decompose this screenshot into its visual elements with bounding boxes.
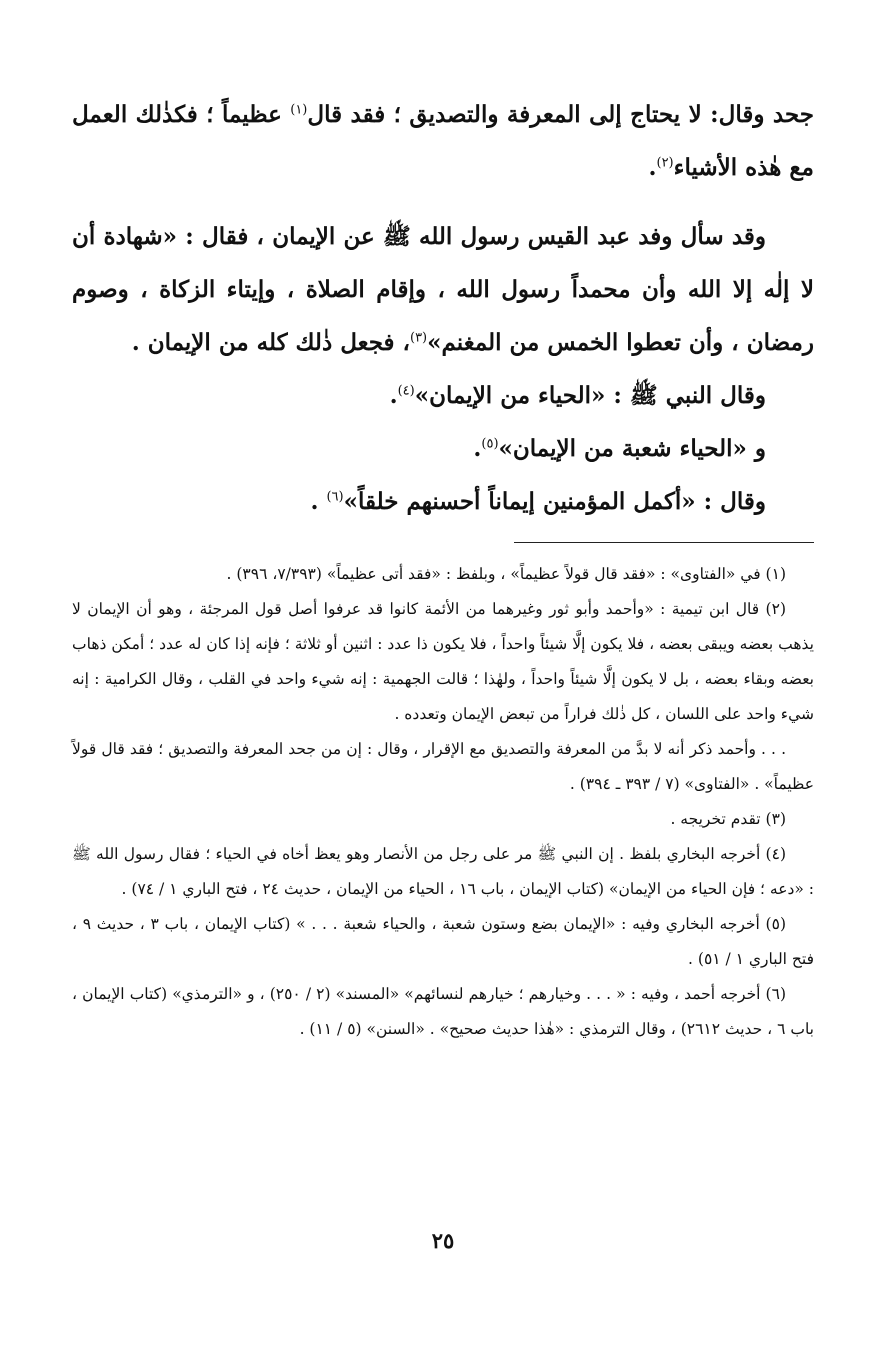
paragraph-4: و «الحياء شعبة من الإيمان»$^{(٥)}$.: [473, 435, 766, 462]
page-number: ٢٥: [431, 1228, 455, 1253]
footnotes: [72, 557, 814, 1047]
footnote-1: (١) في «الفتاوى» : «فقد قال قولاً عظيماً» ، وبلفظ : «فقد أتى عظيماً» (٧/٣٩٣، ٣٩٦) .: [226, 565, 786, 583]
footnote-ref-6[interactable]: (٦): [326, 489, 344, 505]
footnote-ref-2[interactable]: (٢): [656, 155, 674, 171]
footnote-2: (٢) قال ابن تيمية : «وأحمد وأبو ثور وغيرهما من الأئمة كانوا قد عرفوا أصل قول المرجئة ، وهو أن الإيمان لا يذهب بعضه ويبقى بعضه ، فلا يكون إلَّا شيئاً واحداً ، فلا يكون ذا عدد : اثنين أو ثلاثة ؛ فإنه إذا كان له عدد ؛ أمكن ذهاب بعضه وبقاء بعضه ، بل لا يكون إلَّا شيئاً واحداً ، ولهٰذا ؛ قالت الجهمية : إنه شيء واحد في القلب ، وقال الكرامية : إنه شيء واحد على اللسان ، كل ذٰلك فراراً من تبعض الإيمان وتعدده .: [72, 600, 814, 723]
footnote-ref-3[interactable]: (٣): [409, 330, 428, 346]
paragraph-2: وقد سأل وفد عبد القيس رسول الله ﷺ عن الإيمان ، فقال : «شهادة أن لا إلٰه إلا الله وأن محمداً رسول الله ، وإقام الصلاة ، وإيتاء الزكاة ، وصوم رمضان ، وأن تعطوا الخمس من المغنم»$^{(٣)}$، فجعل ذٰلك كله من الإيمان .: [72, 223, 814, 356]
paragraph-5: وقال : «أكمل المؤمنين إيماناً أحسنهم خلقاً»$^{(٦)}$ .: [310, 488, 766, 515]
footnote-3: (٣) تقدم تخريجه .: [670, 810, 786, 828]
footnote-6: (٦) أخرجه أحمد ، وفيه : « . . . وخيارهم ؛ خيارهم لنسائهم» «المسند» (٢ / ٢٥٠) ، و «الترمذي» (كتاب الإيمان ، باب ٦ ، حديث ٢٦١٢) ، وقال الترمذي : «هٰذا حديث صحيح» . «السنن» (٥ / ١١) .: [72, 985, 814, 1038]
main-text: [72, 88, 814, 528]
footnote-ref-4[interactable]: (٤): [397, 383, 415, 399]
paragraph-1: جحد وقال: لا يحتاج إلى المعرفة والتصديق ؛ فقد قال$^{(١)}$ عظيماً ؛ فكذٰلك العمل مع هٰذه الأشياء$^{(٢)}$.: [72, 101, 814, 181]
paragraph-3: وقال النبي ﷺ : «الحياء من الإيمان»$^{(٤)}$.: [389, 382, 766, 409]
footnote-divider: [514, 542, 814, 543]
footnote-2-continued: . . . وأحمد ذكر أنه لا بدَّ من المعرفة والتصديق مع الإقرار ، وقال : إن من جحد المعرفة والتصديق ؛ فقد قال قولاً عظيماً» . «الفتاوى» (٧ / ٣٩٣ ـ ٣٩٤) .: [72, 740, 814, 793]
footnote-4: (٤) أخرجه البخاري بلفظ . إن النبي ﷺ مر على رجل من الأنصار وهو يعظ أخاه في الحياء ؛ فقال رسول الله ﷺ : «دعه ؛ فإن الحياء من الإيمان» (كتاب الإيمان ، باب ١٦ ، الحياء من الإيمان ، حديث ٢٤ ، فتح الباري ١ / ٧٤) .: [72, 845, 814, 898]
footnote-ref-1[interactable]: (١): [290, 102, 308, 118]
footnote-5: (٥) أخرجه البخاري وفيه : «الإيمان بضع وستون شعبة ، والحياء شعبة . . . » (كتاب الإيمان ، باب ٣ ، حديث ٩ ، فتح الباري ١ / ٥١) .: [72, 915, 814, 968]
footnote-ref-5[interactable]: (٥): [481, 436, 499, 452]
